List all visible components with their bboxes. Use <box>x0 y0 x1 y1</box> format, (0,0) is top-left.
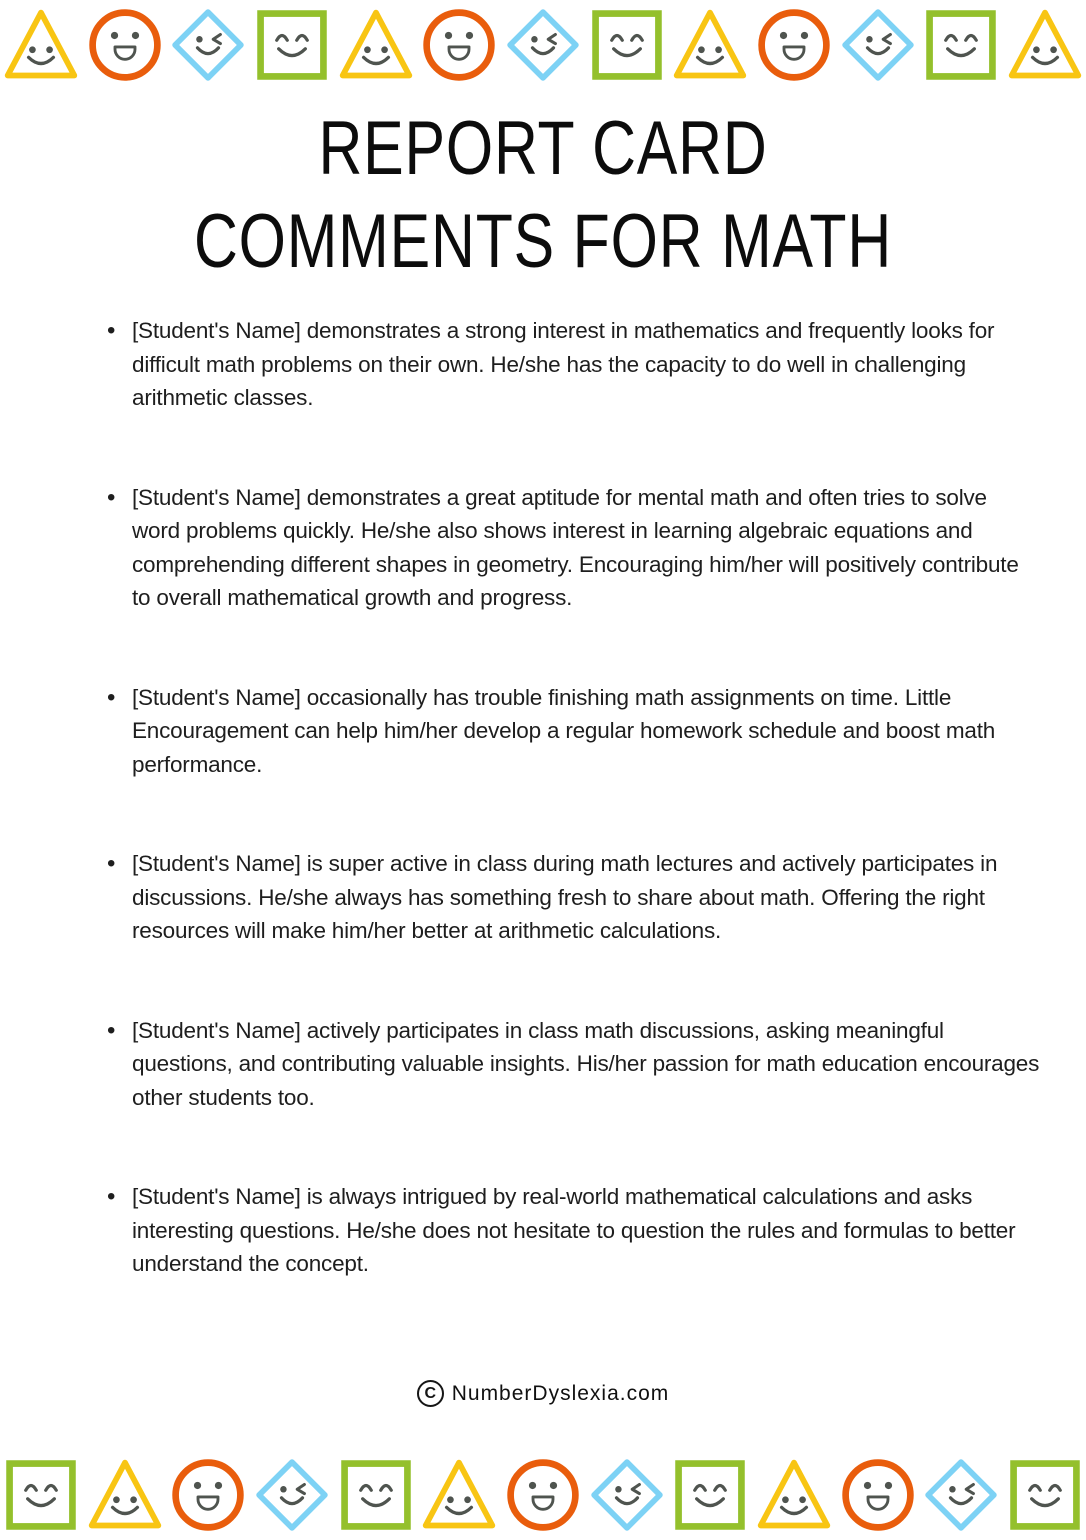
square-smiley-icon <box>1 1455 81 1535</box>
square-smiley-icon <box>336 1455 416 1535</box>
site-name-text: NumberDyslexia.com <box>451 1381 670 1405</box>
diamond-smiley-icon <box>503 5 583 85</box>
circle-smiley-icon <box>503 1455 583 1535</box>
decorative-border-top <box>0 5 1086 85</box>
square-smiley-icon <box>587 5 667 85</box>
footer <box>0 1380 1086 1407</box>
square-smiley-icon <box>252 5 332 85</box>
diamond-smiley-icon <box>252 1455 332 1535</box>
page-title <box>0 102 1086 288</box>
diamond-smiley-icon <box>838 5 918 85</box>
diamond-smiley-icon <box>168 5 248 85</box>
copyright-icon: C <box>417 1380 444 1407</box>
title-line-2: COMMENTS FOR MATH <box>193 199 893 284</box>
circle-smiley-icon <box>419 5 499 85</box>
square-smiley-icon <box>921 5 1001 85</box>
triangle-smiley-icon <box>419 1455 499 1535</box>
comment-item: • [Student's Name] occasionally has trouble finishing math assignments on time. Little Encouragement can help him/her develop a regular homework schedule and boost math performance. <box>132 681 1040 782</box>
circle-smiley-icon <box>168 1455 248 1535</box>
triangle-smiley-icon <box>1005 5 1085 85</box>
comment-item: • [Student's Name] is always intrigued by real-world mathematical calculations and asks interesting questions. He/she does not hesitate to question the rules and formulas to better understand the concept. <box>132 1180 1040 1281</box>
comment-item: • [Student's Name] demonstrates a strong interest in mathematics and frequently looks for difficult math problems on their own. He/she has the capacity to do well in challenging arithmetic classes. <box>132 314 1040 415</box>
title-line-1: REPORT CARD <box>318 106 768 191</box>
comment-item: • [Student's Name] is super active in class during math lectures and actively participates in discussions. He/she always has something fresh to share about math. Offering the right resources will make him/her better at arithmetic calculations. <box>132 847 1040 948</box>
comment-item: • [Student's Name] demonstrates a great aptitude for mental math and often tries to solve word problems quickly. He/she also shows interest in learning algebraic equations and comprehending different shapes in geometry. Encouraging him/her will positively contribute to overall mathematical growth and progress. <box>132 481 1040 615</box>
square-smiley-icon <box>670 1455 750 1535</box>
triangle-smiley-icon <box>336 5 416 85</box>
diamond-smiley-icon <box>587 1455 667 1535</box>
circle-smiley-icon <box>838 1455 918 1535</box>
triangle-smiley-icon <box>754 1455 834 1535</box>
square-smiley-icon <box>1005 1455 1085 1535</box>
triangle-smiley-icon <box>85 1455 165 1535</box>
triangle-smiley-icon <box>1 5 81 85</box>
circle-smiley-icon <box>85 5 165 85</box>
triangle-smiley-icon <box>670 5 750 85</box>
circle-smiley-icon <box>754 5 834 85</box>
comment-item: • [Student's Name] actively participates in class math discussions, asking meaningful questions, and contributing valuable insights. His/her passion for math education encourages other students too. <box>132 1014 1040 1115</box>
decorative-border-bottom <box>0 1455 1086 1535</box>
comment-list <box>0 314 1086 1347</box>
diamond-smiley-icon <box>921 1455 1001 1535</box>
